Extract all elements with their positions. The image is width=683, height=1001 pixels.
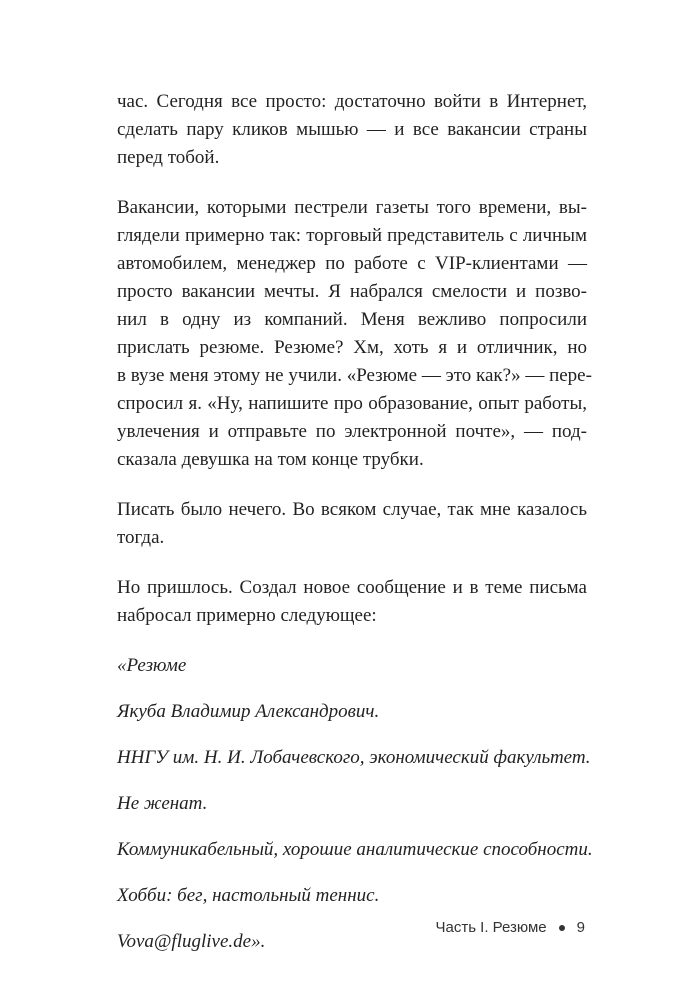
text-line: просто вакансии мечты. Я набрался смелости и позво- xyxy=(117,281,587,302)
paragraph-1 xyxy=(117,88,587,172)
text-line: набросал примерно следующее: xyxy=(117,605,377,626)
text-line: сделать пару кликов мышью — и все вакансии страны xyxy=(117,119,587,140)
resume-name: Якуба Владимир Александрович. xyxy=(117,701,380,722)
text-line: сказала девушка на том конце трубки. xyxy=(117,449,424,470)
text-line: Но пришлось. Создал новое сообщение и в теме письма xyxy=(117,577,587,598)
resume-hobbies: Хобби: бег, настольный теннис. xyxy=(117,885,380,906)
section-title: Часть I. Резюме xyxy=(435,919,547,936)
page-number: 9 xyxy=(576,919,585,936)
bullet-separator-icon xyxy=(559,925,565,931)
resume-heading: «Резюме xyxy=(117,655,187,676)
text-line: перед тобой. xyxy=(117,147,220,168)
paragraph-4 xyxy=(117,574,587,630)
text-line: увлечения и отправьте по электронной почте», — под- xyxy=(117,421,587,442)
resume-example xyxy=(117,652,593,956)
paragraph-3 xyxy=(117,496,587,552)
text-line: автомобилем, менеджер по работе с VIP-клиентами — xyxy=(117,253,587,274)
text-line: в вузе меня этому не учили. «Резюме — это как?» — пере- xyxy=(117,365,592,386)
paragraph-2 xyxy=(117,194,592,474)
text-line: тогда. xyxy=(117,527,165,548)
text-line: Писать было нечего. Во всяком случае, так мне казалось xyxy=(117,499,587,520)
text-line: Вакансии, которыми пестрели газеты того времени, вы- xyxy=(117,197,587,218)
resume-email: Vova@fluglive.de». xyxy=(117,931,266,952)
text-line: прислать резюме. Резюме? Хм, хоть я и отличник, но xyxy=(117,337,587,358)
text-line: нил в одну из компаний. Меня вежливо попросили xyxy=(117,309,587,330)
text-line: глядели примерно так: торговый представитель с личным xyxy=(117,225,587,246)
text-line: спросил я. «Ну, напишите про образование, опыт работы, xyxy=(117,393,587,414)
text-line: час. Сегодня все просто: достаточно войти в Интернет, xyxy=(117,91,587,112)
resume-skills: Коммуникабельный, хорошие аналитические способности. xyxy=(117,839,593,860)
body-text xyxy=(117,88,593,974)
resume-education: ННГУ им. Н. И. Лобачевского, экономический факультет. xyxy=(117,747,591,768)
resume-marital-status: Не женат. xyxy=(117,793,208,814)
page-footer xyxy=(435,919,585,936)
